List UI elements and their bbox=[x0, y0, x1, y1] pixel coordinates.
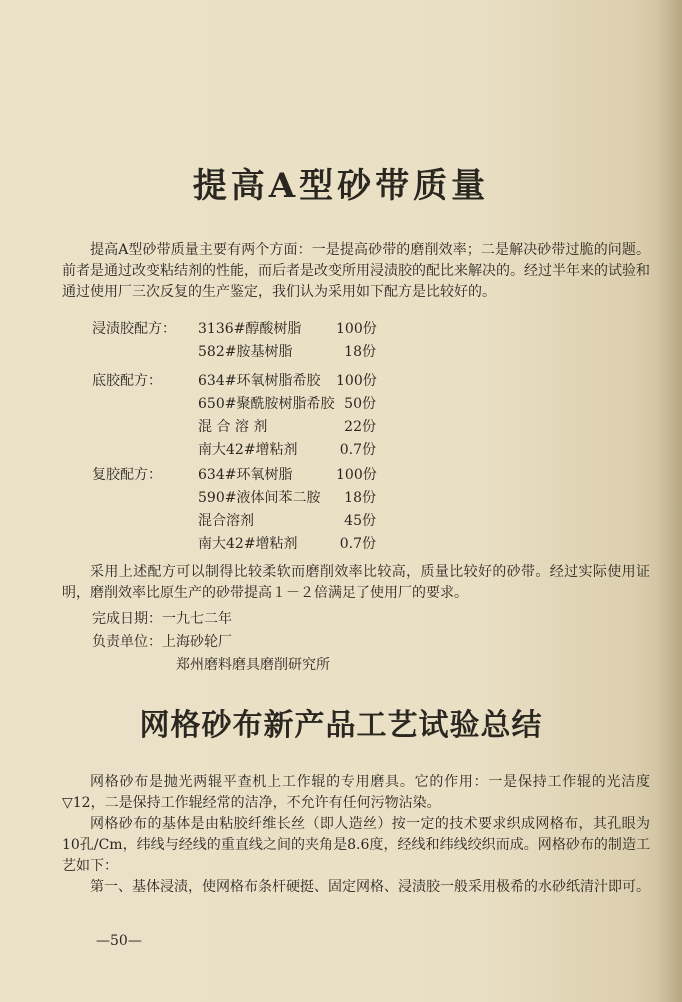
article1-conclusion bbox=[62, 562, 650, 604]
recipe-item-name: 582#胺基树脂 bbox=[198, 344, 293, 360]
article1-title: 提高A型砂带质量 bbox=[192, 166, 490, 206]
article1-intro-text: 提高A型砂带质量主要有两个方面：一是提高砂带的磨削效率；二是解决砂带过脆的问题。前者是通过改变粘结剂的性能，而后者是改变所用浸渍胶的配比来解决的。经过半年来的试验和通过使用厂三次反复的生产鉴定，我们认为采用如下配方是比较好的。 bbox=[62, 242, 650, 300]
responsible-unit: 负责单位：上海砂轮厂 bbox=[92, 634, 232, 650]
recipe-label-top-glue: 复胶配方： bbox=[92, 467, 162, 483]
page-number: —50— bbox=[96, 933, 142, 949]
recipe-item-qty: 100份 bbox=[336, 373, 377, 389]
recipe-item-name: 634#环氧树脂 bbox=[198, 467, 293, 483]
completion-date: 完成日期：一九七二年 bbox=[92, 611, 232, 627]
recipe-item-name: 3136#醇酸树脂 bbox=[198, 321, 302, 337]
recipe-item-name: 650#聚酰胺树脂希胶 bbox=[198, 396, 335, 412]
article1-intro bbox=[62, 240, 650, 303]
article2-p3: 第一、基体浸渍，使网格布条杆硬挺、固定网格、浸渍胶一般采用极希的水砂纸清汁即可。 bbox=[90, 879, 650, 895]
recipe-item-qty: 45份 bbox=[344, 513, 376, 529]
article2-title: 网格砂布新产品工艺试验总结 bbox=[139, 708, 543, 743]
article1-conclusion-text: 采用上述配方可以制得比较柔软而磨削效率比较高，质量比较好的砂带。经过实际使用证明，磨削效率比原生产的砂带提高１－２倍满足了使用厂的要求。 bbox=[62, 564, 650, 601]
recipe-item-qty: 0.7份 bbox=[339, 536, 376, 552]
recipe-item-name: 南大42#增粘剂 bbox=[198, 442, 298, 458]
recipe-label-impregnation: 浸渍胶配方： bbox=[92, 321, 176, 337]
article2-p1: 网格砂布是抛光两辊平查机上工作辊的专用磨具。它的作用：一是保持工作辊的光洁度▽12，二是保持工作辊经常的洁净，不允许有任何污物沾染。 bbox=[62, 774, 650, 811]
recipe-item-name: 南大42#增粘剂 bbox=[198, 536, 298, 552]
recipe-item-qty: 18份 bbox=[344, 344, 376, 360]
recipe-item-name: 590#液体间苯二胺 bbox=[198, 490, 321, 506]
recipe-label-base-glue: 底胶配方： bbox=[92, 373, 162, 389]
recipe-item-qty: 18份 bbox=[344, 490, 376, 506]
recipe-item-name: 634#环氧树脂希胶 bbox=[198, 373, 321, 389]
article2-body bbox=[62, 772, 650, 898]
recipe-item-qty: 50份 bbox=[344, 396, 376, 412]
recipe-item-name: 混 合 溶 剂 bbox=[198, 419, 268, 435]
recipe-item-qty: 0.7份 bbox=[339, 442, 376, 458]
article2-p2: 网格砂布的基体是由粘胶纤维长丝（即人造丝）按一定的技术要求织成网格布，其孔眼为10孔/Cm，纬线与经线的重直线之间的夹角是8.6度，经线和纬线绞织而成。网格砂布的制造工艺如下： bbox=[62, 816, 650, 874]
recipe-item-name: 混合溶剂 bbox=[198, 513, 254, 529]
responsible-unit-2: 郑州磨料磨具磨削研究所 bbox=[176, 657, 330, 673]
recipe-item-qty: 22份 bbox=[344, 419, 376, 435]
page-edge-shadow bbox=[656, 0, 682, 1002]
recipe-item-qty: 100份 bbox=[336, 321, 377, 337]
recipe-item-qty: 100份 bbox=[336, 467, 377, 483]
